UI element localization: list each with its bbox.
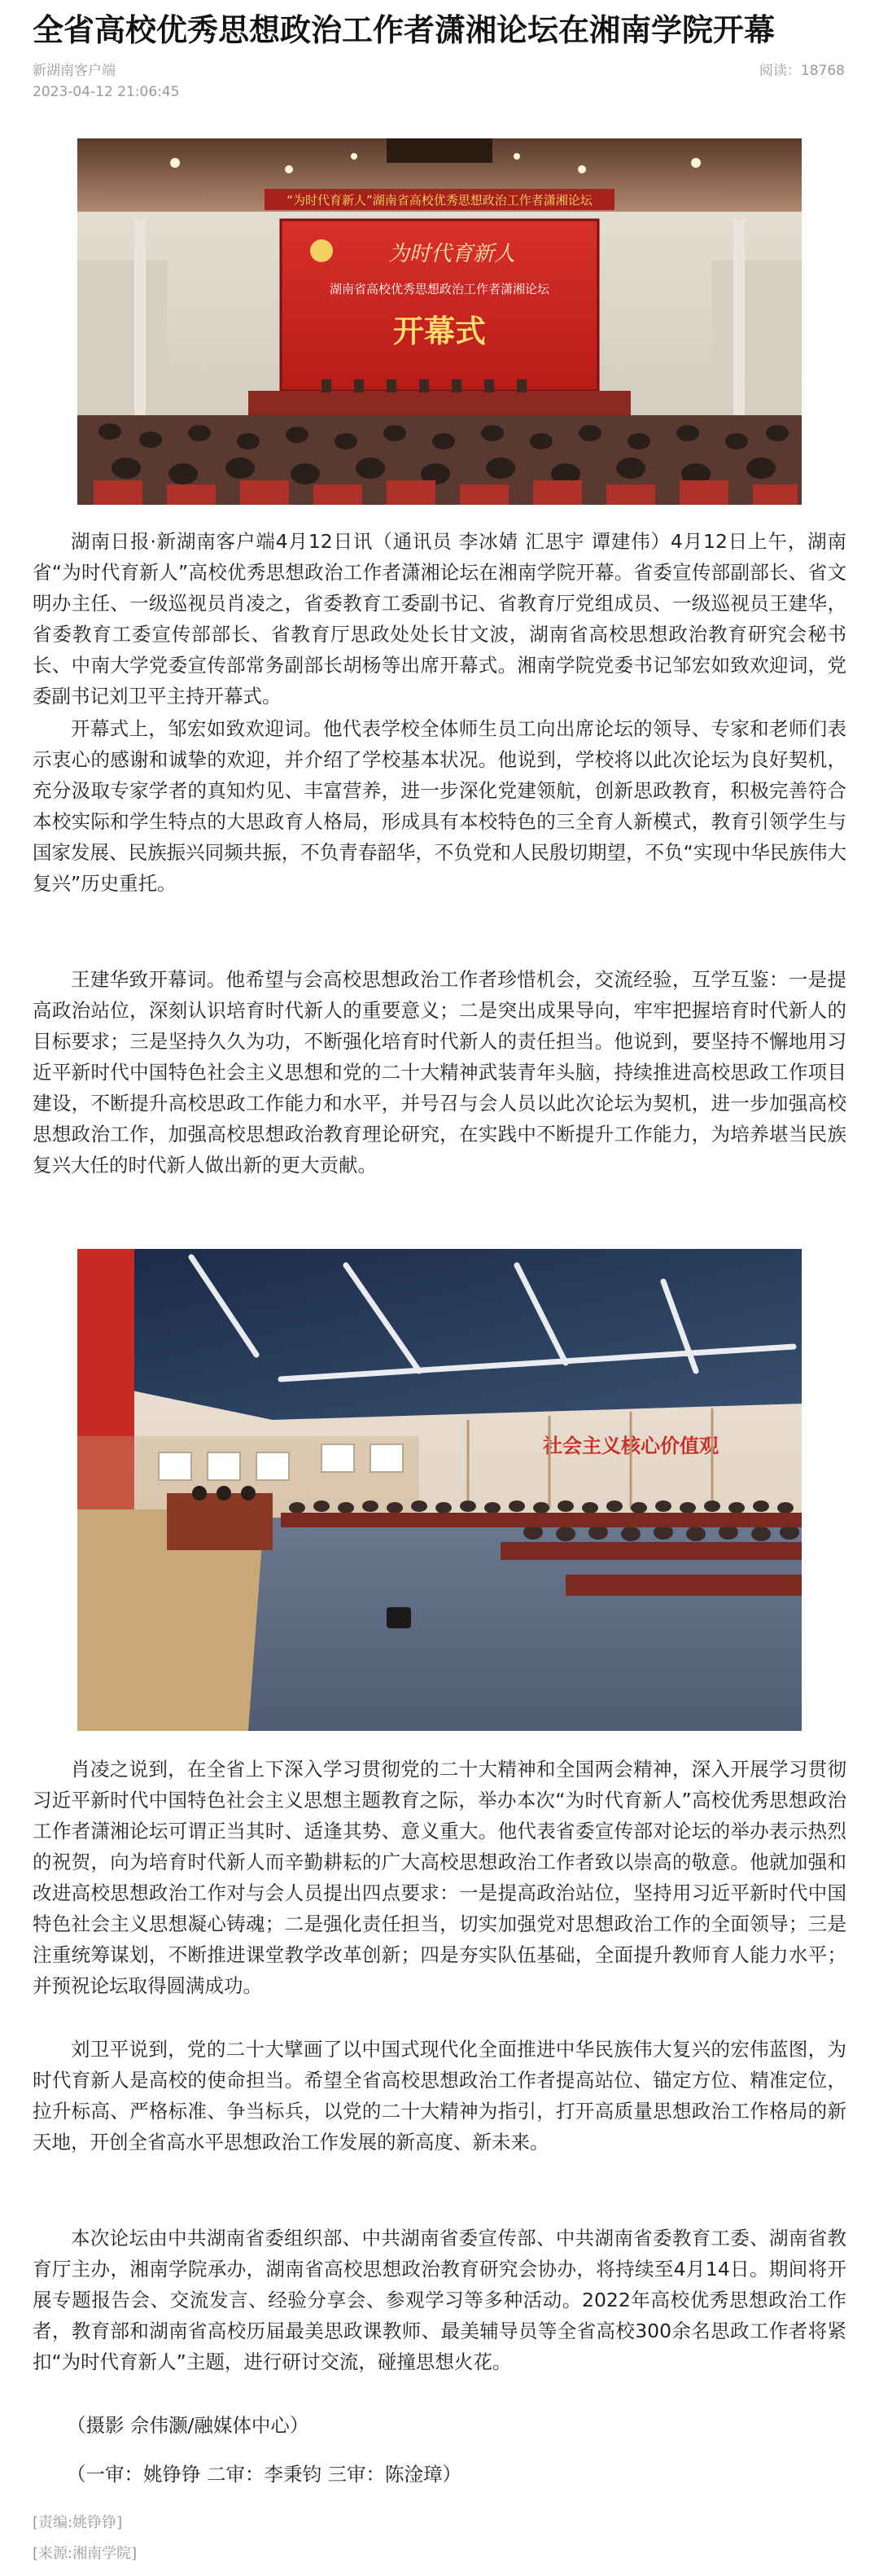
opening-ceremony-image xyxy=(77,138,802,505)
auditorium-image xyxy=(77,1249,802,1731)
read-count-label: 阅读： xyxy=(759,63,801,79)
article-title: 全省高校优秀思想政治工作者潇湘论坛在湘南学院开幕 xyxy=(33,12,776,48)
footer-source: [来源:湘南学院] xyxy=(33,2545,138,2562)
footer-editor: [责编:姚铮铮] xyxy=(33,2514,123,2531)
auditorium-photo xyxy=(77,1249,802,1731)
wall-slogan: 社会主义核心价值观 xyxy=(543,1435,719,1457)
paragraph-2: 开幕式上，邹宏如致欢迎词。他代表学校全体师生员工向出席论坛的领导、专家和老师们表示衷心的感谢和诚挚的欢迎，并介绍了学校基本状况。他说到，学校将以此次论坛为良好契机，充分汲取专家学者的真知灼见、丰富营养，进一步深化党建领航，创新思政教育，积极完善符合本校实际和学生特点的大思政育人格局，形成具有本校特色的三全育人新模式，教育引领学生与国家发展、民族振兴同频共振，不负青春韶华，不负党和人民殷切期望，不负“实现中华民族伟大复兴”历史重托。 xyxy=(33,717,846,895)
paragraph-3: 王建华致开幕词。他希望与会高校思想政治工作者珍惜机会，交流经验，互学互鉴：一是提高政治站位，深刻认识培育时代新人的重要意义；二是突出成果导向，牢牢把握培育时代新人的目标要求；三是坚持久久为功，不断强化培育时代新人的责任担当。他说到，要坚持不懈地用习近平新时代中国特色社会主义思想和党的二十大精神武装青年头脑，持续推进高校思政工作项目建设，不断提升高校思政工作能力和水平，并号召与会人员以此次论坛为契机，进一步加强高校思想政治工作，加强高校思想政治教育理论研究，在实践中不断提升工作能力，为培养堪当民族复兴大任的时代新人做出新的更大贡献。 xyxy=(33,968,846,1176)
screen-line1: 为时代育新人 xyxy=(387,242,516,266)
paragraph-1: 湖南日报·新湖南客户端4月12日讯（通讯员 李冰婧 汇思宇 谭建伟）4月12日上午，湖南省“为时代育新人”高校优秀思想政治工作者潇湘论坛在湘南学院开幕。省委宣传部副部长、省文明办主任、一级巡视员肖凌之，省委教育工委副书记、省教育厅党组成员、一级巡视员王建华，省委教育工委宣传部部长、省教育厅思政处处长甘文波，湖南省高校思想政治教育研究会秘书长、中南大学党委宣传部常务副部长胡杨等出席开幕式。湘南学院党委书记邹宏如致欢迎词，党委副书记刘卫平主持开幕式。 xyxy=(33,530,846,708)
read-count xyxy=(759,60,845,81)
read-count-value: 18768 xyxy=(800,63,845,79)
paragraph-5: 刘卫平说到，党的二十大擘画了以中国式现代化全面推进中华民族伟大复兴的宏伟蓝图，为时代育新人是高校的使命担当。希望全省高校思想政治工作者提高站位、锚定方位、精准定位，拉升标高、严格标准、争当标兵，以党的二十大精神为指引，打开高质量思想政治工作格局的新天地，开创全省高水平思想政治工作发展的新高度、新未来。 xyxy=(33,2038,846,2153)
article-meta xyxy=(33,60,180,103)
photo-credit: （摄影 佘伟灏/融媒体中心） xyxy=(67,2414,309,2437)
opening-ceremony-photo xyxy=(77,138,802,505)
screen-line2: 湖南省高校优秀思想政治工作者潇湘论坛 xyxy=(329,282,550,296)
paragraph-6: 本次论坛由中共湖南省委组织部、中共湖南省委宣传部、中共湖南省委教育工委、湖南省教育厅主办，湘南学院承办，湖南省高校思想政治教育研究会协办，将持续至4月14日。期间将开展专题报告会、交流发言、经验分享会、参观学习等多种活动。2022年高校优秀思想政治工作者，教育部和湖南省高校历届最美思政课教师、最美辅导员等全省高校300余名思政工作者将紧扣“为时代育新人”主题，进行研讨交流，碰撞思想火花。 xyxy=(33,2227,846,2373)
article-datetime: 2023-04-12 21:06:45 xyxy=(33,84,180,100)
screen-line3: 开幕式 xyxy=(392,313,487,349)
banner-text: “为时代育新人”湖南省高校优秀思想政治工作者潇湘论坛 xyxy=(286,193,593,208)
paragraph-4: 肖凌之说到，在全省上下深入学习贯彻党的二十大精神和全国两会精神，深入开展学习贯彻习近平新时代中国特色社会主义思想主题教育之际，举办本次“为时代育新人”高校优秀思想政治工作者潇湘论坛可谓正当其时、适逢其势、意义重大。他代表省委宣传部对论坛的举办表示热烈的祝贺，向为培育时代新人而辛勤耕耘的广大高校思想政治工作者致以崇高的敬意。他就加强和改进高校思想政治工作对与会人员提出四点要求：一是提高政治站位，坚持用习近平新时代中国特色社会主义思想凝心铸魂；二是强化责任担当，切实加强党对思想政治工作的全面领导；三是注重统筹谋划，不断推进课堂教学改革创新；四是夯实队伍基础，全面提升教师育人能力水平；并预祝论坛取得圆满成功。 xyxy=(33,1758,846,1997)
article-source: 新湖南客户端 xyxy=(33,63,116,79)
review-credit: （一审：姚铮铮 二审：李秉钧 三审：陈淦璋） xyxy=(67,2463,461,2486)
